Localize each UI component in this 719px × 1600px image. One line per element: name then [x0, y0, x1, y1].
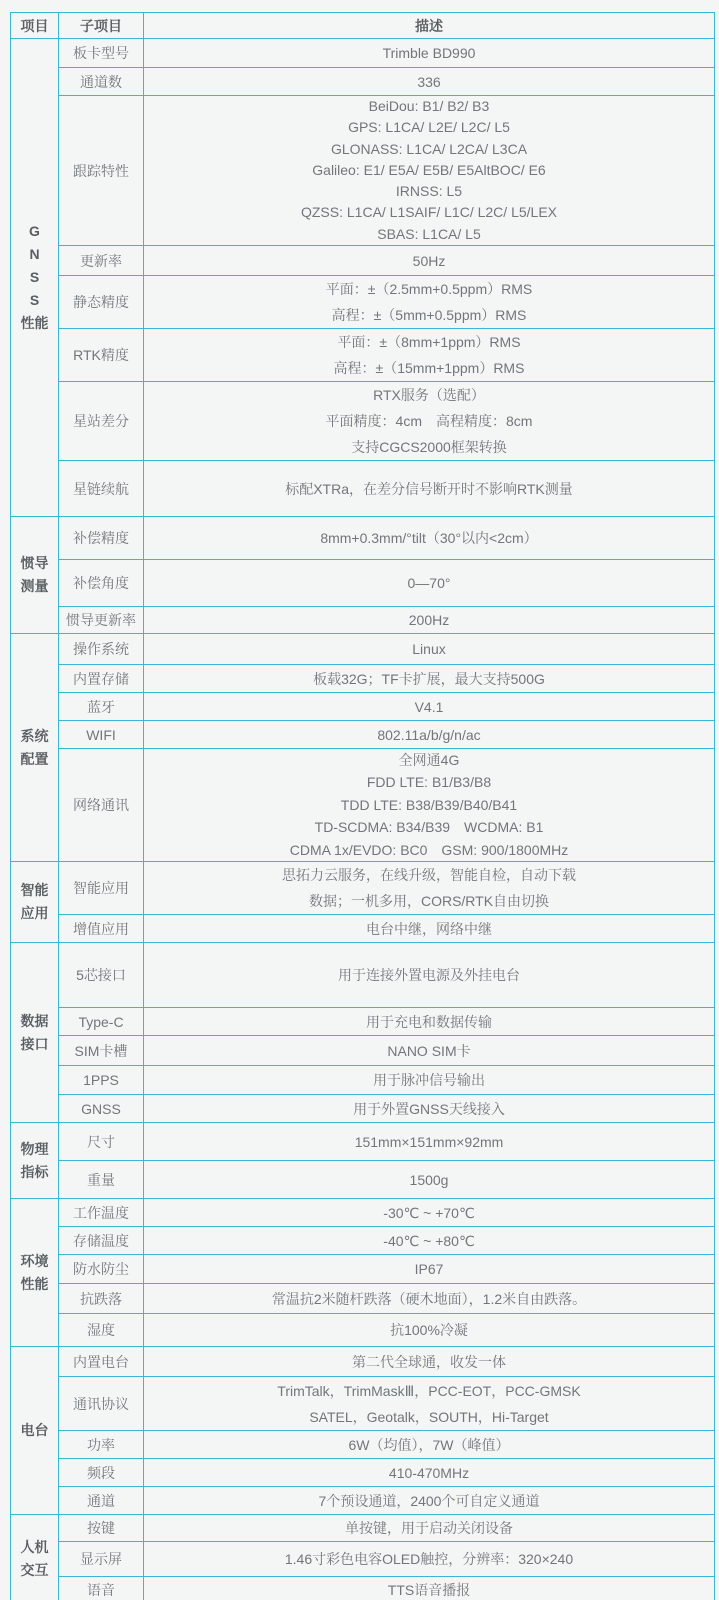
group-label-hmi	[11, 1515, 59, 1600]
spec-desc	[144, 1284, 715, 1314]
table-row	[11, 1095, 715, 1123]
group-label-environment	[11, 1199, 59, 1347]
desc-line: 用于充电和数据传输	[366, 1013, 492, 1030]
spec-table	[10, 12, 715, 1600]
spec-desc	[144, 1095, 715, 1123]
group-label-smart	[11, 862, 59, 943]
spec-sub-item: 静态精度	[59, 276, 144, 329]
spec-desc	[144, 1008, 715, 1036]
spec-desc	[144, 246, 715, 276]
desc-line: TDD LTE: B38/B39/B40/B41	[340, 796, 518, 813]
table-row	[11, 39, 715, 68]
desc-line: 高程：±（5mm+0.5ppm）RMS	[331, 307, 527, 324]
group-label-line: G	[29, 223, 40, 240]
spec-sub-item: 更新率	[59, 246, 144, 276]
group-label-line: 接口	[20, 1035, 49, 1052]
desc-line: 用于脉冲信号输出	[373, 1072, 485, 1089]
desc-line: 0—70°	[407, 575, 451, 592]
desc-line: 平面：±（2.5mm+0.5ppm）RMS	[325, 281, 533, 298]
spec-sub-item: 重量	[59, 1161, 144, 1199]
desc-line: 6W（均值），7W（峰值）	[348, 1436, 510, 1453]
desc-line: 全网通4G	[398, 752, 460, 769]
group-label-data-interface	[11, 943, 59, 1123]
spec-sub-item: Type-C	[59, 1008, 144, 1036]
desc-line: IRNSS: L5	[395, 183, 463, 200]
spec-sub-item: SIM卡槽	[59, 1036, 144, 1066]
desc-line: TrimTalk，TrimMaskⅢ，PCC-EOT，PCC-GMSK	[277, 1382, 581, 1399]
spec-desc	[144, 1577, 715, 1600]
table-row	[11, 1008, 715, 1036]
group-label-line: 系统	[20, 727, 49, 744]
desc-line: 200Hz	[408, 612, 450, 629]
group-label-line: 配置	[20, 750, 49, 767]
spec-sub-item: 通道数	[59, 68, 144, 96]
table-row	[11, 1284, 715, 1314]
desc-line: -40℃ ~ +80℃	[383, 1232, 475, 1249]
desc-line: 用于外置GNSS天线接入	[353, 1100, 505, 1117]
group-label-line: 数据	[20, 1012, 49, 1029]
table-row	[11, 1577, 715, 1600]
spec-sub-item: 功率	[59, 1431, 144, 1459]
group-label-line: 指标	[20, 1163, 49, 1180]
table-row	[11, 749, 715, 862]
spec-sub-item: 5芯接口	[59, 943, 144, 1008]
spec-desc	[144, 607, 715, 634]
group-label-line: 交互	[20, 1562, 49, 1579]
group-label-ins	[11, 517, 59, 634]
table-row	[11, 915, 715, 943]
spec-sub-item: 防水防尘	[59, 1255, 144, 1284]
table-row	[11, 329, 715, 382]
group-label-line: S	[29, 292, 40, 309]
spec-sub-item: 存储温度	[59, 1227, 144, 1255]
spec-sub-item: 星站差分	[59, 382, 144, 461]
desc-line: GLONASS: L1CA/ L2CA/ L3CA	[330, 140, 528, 157]
group-label-line: 智能	[20, 882, 49, 899]
desc-line: 7个预设通道，2400个可自定义通道	[318, 1492, 540, 1509]
spec-desc	[144, 1199, 715, 1227]
desc-line: RTX服务（选配）	[373, 387, 485, 404]
group-label-line: 性能	[20, 1275, 49, 1292]
group-label-radio	[11, 1347, 59, 1515]
spec-desc	[144, 461, 715, 517]
desc-line: TTS语音播报	[387, 1582, 471, 1599]
group-label-line: 人机	[20, 1539, 49, 1556]
desc-line: TD-SCDMA: B34/B39 WCDMA: B1	[314, 819, 544, 836]
group-label-line: 电台	[20, 1422, 49, 1439]
spec-desc	[144, 39, 715, 68]
spec-desc	[144, 862, 715, 915]
spec-sub-item: 内置电台	[59, 1347, 144, 1377]
desc-line: 50Hz	[412, 252, 446, 269]
desc-line: 1.46寸彩色电容OLED触控，分辨率：320×240	[284, 1551, 574, 1568]
spec-sub-item: 1PPS	[59, 1066, 144, 1095]
desc-line: BeiDou: B1/ B2/ B3	[368, 98, 490, 114]
table-row	[11, 96, 715, 246]
table-row	[11, 517, 715, 560]
spec-desc	[144, 329, 715, 382]
spec-desc	[144, 1459, 715, 1487]
spec-sub-item: 按键	[59, 1515, 144, 1542]
desc-line: 板载32G；TF卡扩展，最大支持500G	[313, 670, 545, 687]
spec-desc	[144, 915, 715, 943]
group-label-line: 测量	[20, 578, 49, 595]
table-row	[11, 665, 715, 693]
spec-sub-item: 增值应用	[59, 915, 144, 943]
spec-sub-item: 板卡型号	[59, 39, 144, 68]
spec-sub-item: 惯导更新率	[59, 607, 144, 634]
spec-sub-item: 显示屏	[59, 1542, 144, 1577]
table-row	[11, 1377, 715, 1431]
spec-desc	[144, 1487, 715, 1515]
desc-line: SATEL，Geotalk，SOUTH，Hi-Target	[309, 1408, 549, 1425]
spec-sub-item: 通道	[59, 1487, 144, 1515]
desc-line: 用于连接外置电源及外挂电台	[338, 967, 520, 984]
spec-desc	[144, 1066, 715, 1095]
spec-sub-item: 网络通讯	[59, 749, 144, 862]
spec-desc	[144, 1227, 715, 1255]
desc-line: SBAS: L1CA/ L5	[377, 225, 481, 242]
desc-line: 1500g	[409, 1171, 449, 1188]
table-row	[11, 1123, 715, 1161]
table-row	[11, 560, 715, 607]
table-row	[11, 276, 715, 329]
spec-desc	[144, 560, 715, 607]
desc-line: 410-470MHz	[388, 1464, 470, 1481]
spec-desc	[144, 1036, 715, 1066]
desc-line: CDMA 1x/EVDO: BC0 GSM: 900/1800MHz	[289, 841, 569, 858]
desc-line: 数据；一机多用，CORS/RTK自由切换	[308, 893, 550, 910]
spec-sub-item: 语音	[59, 1577, 144, 1600]
spec-desc	[144, 1161, 715, 1199]
spec-desc	[144, 721, 715, 749]
table-row	[11, 1036, 715, 1066]
desc-line: 标配XTRa，在差分信号断开时不影响RTK测量	[285, 480, 573, 497]
spec-desc	[144, 1314, 715, 1347]
group-label-physical	[11, 1123, 59, 1199]
spec-sub-item: 补偿角度	[59, 560, 144, 607]
desc-line: -30℃ ~ +70℃	[383, 1204, 475, 1221]
spec-desc	[144, 1431, 715, 1459]
desc-line: 常温抗2米随杆跌落（硬木地面），1.2米自由跌落。	[271, 1290, 587, 1307]
table-row	[11, 1066, 715, 1095]
spec-desc	[144, 68, 715, 96]
spec-sub-item: 星链续航	[59, 461, 144, 517]
spec-desc	[144, 1123, 715, 1161]
spec-desc	[144, 1377, 715, 1431]
spec-sub-item: 补偿精度	[59, 517, 144, 560]
column-header-subitem: 子项目	[59, 13, 144, 39]
spec-desc	[144, 1515, 715, 1542]
group-label-line: 惯导	[20, 555, 49, 572]
spec-desc	[144, 693, 715, 721]
spec-sub-item: 抗跌落	[59, 1284, 144, 1314]
spec-desc	[144, 665, 715, 693]
table-row	[11, 382, 715, 461]
table-row	[11, 1487, 715, 1515]
table-row	[11, 1227, 715, 1255]
desc-line: 电台中继，网络中继	[366, 920, 492, 937]
table-row	[11, 1515, 715, 1542]
spec-desc	[144, 96, 715, 246]
table-row	[11, 246, 715, 276]
spec-sub-item: 尺寸	[59, 1123, 144, 1161]
spec-desc	[144, 943, 715, 1008]
column-header-item: 项目	[11, 13, 59, 39]
table-row	[11, 461, 715, 517]
spec-sub-item: RTK精度	[59, 329, 144, 382]
desc-line: 支持CGCS2000框架转换	[351, 439, 507, 456]
desc-line: NANO SIM卡	[387, 1042, 471, 1059]
group-label-line: 应用	[20, 905, 49, 922]
spec-desc	[144, 749, 715, 862]
table-row	[11, 943, 715, 1008]
desc-line: IP67	[414, 1261, 444, 1278]
spec-desc	[144, 517, 715, 560]
table-row	[11, 1542, 715, 1577]
desc-line: QZSS: L1CA/ L1SAIF/ L1C/ L2C/ L5/LEX	[300, 204, 557, 221]
desc-line: 单按键，用于启动关闭设备	[345, 1520, 513, 1537]
desc-line: 平面精度：4cm 高程精度：8cm	[325, 413, 533, 430]
spec-sub-item: 蓝牙	[59, 693, 144, 721]
table-row	[11, 68, 715, 96]
spec-desc	[144, 276, 715, 329]
table-row	[11, 693, 715, 721]
group-label-line: 物理	[20, 1140, 49, 1157]
spec-sub-item: 操作系统	[59, 634, 144, 665]
spec-sub-item: 内置存储	[59, 665, 144, 693]
desc-line: 802.11a/b/g/n/ac	[377, 726, 481, 743]
spec-desc	[144, 382, 715, 461]
desc-line: GPS: L1CA/ L2E/ L2C/ L5	[348, 119, 510, 136]
spec-sub-item: 跟踪特性	[59, 96, 144, 246]
desc-line: 高程：±（15mm+1ppm）RMS	[333, 360, 525, 377]
group-label-gnss	[11, 39, 59, 517]
spec-sub-item: 湿度	[59, 1314, 144, 1347]
spec-desc	[144, 1542, 715, 1577]
spec-sub-item: GNSS	[59, 1095, 144, 1123]
desc-line: 思拓力云服务，在线升级，智能自检，自动下载	[282, 867, 576, 884]
spec-desc	[144, 634, 715, 665]
group-label-line: 环境	[20, 1252, 49, 1269]
group-label-line: S	[29, 269, 40, 286]
spec-desc	[144, 1255, 715, 1284]
desc-line: Linux	[412, 641, 446, 658]
group-label-system	[11, 634, 59, 862]
desc-line: 平面：±（8mm+1ppm）RMS	[337, 334, 521, 351]
desc-line: Galileo: E1/ E5A/ E5B/ E5AltBOC/ E6	[312, 161, 546, 178]
spec-sub-item: 频段	[59, 1459, 144, 1487]
table-row	[11, 1255, 715, 1284]
desc-line: 336	[417, 73, 441, 90]
table-row	[11, 1431, 715, 1459]
desc-line: 151mm×151mm×92mm	[354, 1133, 504, 1150]
group-label-line: 性能	[20, 315, 49, 332]
table-row	[11, 1199, 715, 1227]
table-row	[11, 1347, 715, 1377]
table-row	[11, 862, 715, 915]
table-row	[11, 1459, 715, 1487]
table-row	[11, 721, 715, 749]
desc-line: V4.1	[414, 698, 444, 715]
desc-line: Trimble BD990	[382, 45, 476, 61]
table-row	[11, 607, 715, 634]
desc-line: 8mm+0.3mm/°tilt（30°以内<2cm）	[320, 530, 538, 547]
table-row	[11, 634, 715, 665]
column-header-desc: 描述	[144, 13, 715, 39]
spec-desc	[144, 1347, 715, 1377]
group-label-line: N	[29, 246, 40, 263]
header-row	[11, 13, 715, 39]
spec-sub-item: 通讯协议	[59, 1377, 144, 1431]
desc-line: 第二代全球通，收发一体	[352, 1353, 506, 1370]
table-row	[11, 1314, 715, 1347]
spec-sub-item: 工作温度	[59, 1199, 144, 1227]
desc-line: FDD LTE: B1/B3/B8	[366, 774, 492, 791]
spec-sub-item: WIFI	[59, 721, 144, 749]
desc-line: 抗100%冷凝	[390, 1322, 468, 1339]
table-row	[11, 1161, 715, 1199]
spec-sub-item: 智能应用	[59, 862, 144, 915]
